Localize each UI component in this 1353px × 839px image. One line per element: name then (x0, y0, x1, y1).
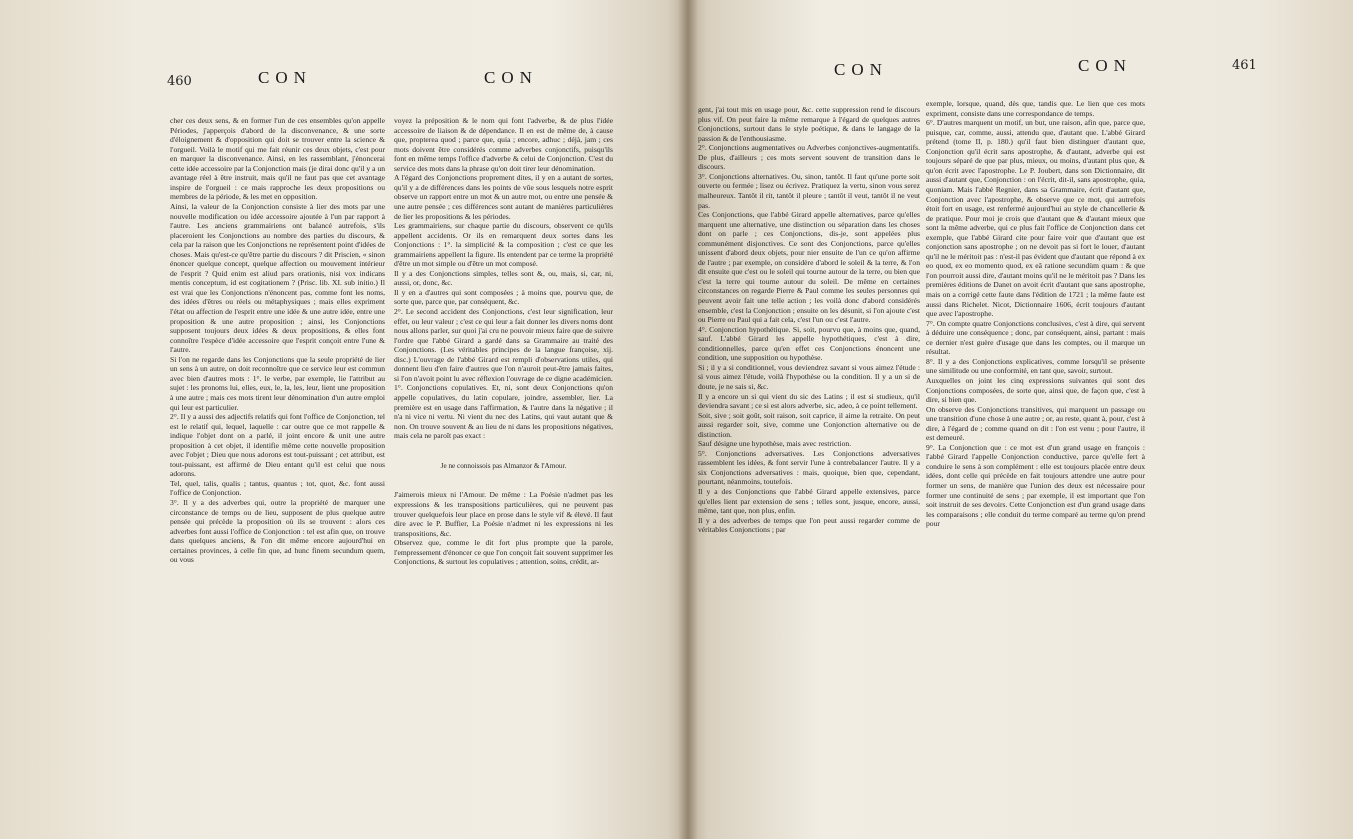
running-head-right-col2: CON (1078, 56, 1132, 75)
running-head-right-col1: CON (834, 60, 888, 79)
page-number-left: 460 (167, 74, 192, 89)
left-page-column-2 (394, 97, 613, 822)
right-page (688, 0, 1353, 839)
running-head-left-col1: CON (258, 68, 312, 87)
left-col2-text-after: J'aimerois mieux ni l'Amour. De même : La Poésie n'admet pas les expressions & les transpositions particulières, qui ne peuvent pas trouver quelquefois leur place en prose dans le style vif & élevé. Il faut dire avec le P. Buffier, La Poésie n'admet ni les expressions ni les transpositions, &c. Observez que, comme le dit fort plus prompte que la parole, l'empressement d'énoncer ce que l'on conçoit fait souvent supprimer les Conjonctions, & surtout les copulatives ; attention, soins, crédit, ar- (394, 490, 613, 567)
right-col2-text: exemple, lorsque, quand, dès que, tandis que. Le lien que ces mots expriment, consiste dans une correspondance de temps. 6°. D'autres marquent un motif, un but, une raison, afin que, parce que, puisque, car, comme, aussi, attendu que, d'autant que. L'abbé Girard prétend (tome II, p. 180.) qu'il faut bien distinguer d'autant que, Conjonction qu'il écrit sans apostrophe, & d'autant, adverbe qui est toujours séparé de que par plus, mieux, ou moins, d'autant plus que, & qu'on écrit avec l'apostrophe. Le P. Joubert, dans son Dictionnaire, dit aussi d'autant que, Conjonction : on l'écrit, dit-il, sans apostrophe, quia, quoniam. Mais l'abbé Regnier, dans sa Grammaire, écrit d'autant que, Conjonction avec l'apostrophe, & observe que ce mot, qui autrefois étoit fort en usage, est renfermé aujourd'hui au style de chancellerie & de pratique. Pour moi je crois que d'autant que & d'autant mieux que sont la même adverbe, qui ce plus fait l'office de Conjonction dans cet exemple, que l'abbé Girard cite pour faire voir que d'autant que est conjonction sans apostrophe ; on ne devoit pas si fort le louer, d'autant qu'il ne le méritoit pas : n'est-il pas évident que d'autant que répond à ex eo quod, ex eo momento quod, ex eâ ratione secundùm quam : & que l'on pourroit aussi dire, d'autant moins qu'il ne le méritoit pas ? Dans les premières éditions de Danet on avoit écrit d'autant que sans apostrophe, mais on a corrigé cette faute dans l'édition de 1721 ; la même faute est aussi dans Richelet. Nicot, Dictionnaire 1606, écrit toujours d'autant que avec l'apostrophe. 7°. On compte quatre Conjonctions conclusives, c'est à dire, qui servent à déduire une conséquence ; donc, par conséquent, ainsi, partant : mais ce dernier n'est guère d'usage que dans les comptes, ou il marque un résultat. 8°. Il y a des Conjonctions explicatives, comme lorsqu'il se présente une similitude ou une conformité, en tant que, savoir, surtout. Auxquelles on joint les cinq expressions suivantes qui sont des Conjonctions composées, de sorte que, ainsi que, de façon que, c'est à dire, si bien que. On observe des Conjonctions transitives, qui marquent un passage ou une transition d'une chose à une autre ; or, au reste, quant à, pour, c'est à dire, à l'égard de ; comme quand on dit : l'on est venu ; pour l'autre, il est demeuré. 9°. La Conjonction que : ce mot est d'un grand usage en françois : l'abbé Girard l'appelle Conjonction conductive, parce qu'elle fert à conduire le sens à son complément : elle est toujours placée entre deux idées, dont celle qui précède en fait toujours attendre une autre pour former un sens, de manière que l'union des deux est nécessaire pour former une continuité de sens ; par exemple, il est important que l'on soit instruit de ses devoirs. Cette Conjonction est d'un grand usage dans les comparaisons ; elle conduit du terme comparé au terme qu'on prend pour (926, 99, 1145, 529)
left-page-column-1 (170, 97, 385, 822)
running-head-left-col2: CON (484, 68, 538, 87)
right-col1-text: gent, j'ai tout mis en usage pour, &c. cette suppression rend le discours plus vif. On peut faire la même remarque à l'égard de quelques autres Conjonctions, surtout dans le style poétique, & dans le langage de la passion & de l'enthousiasme. 2°. Conjonctions augmentatives ou Adverbes conjonctives-augmentatifs. De plus, d'ailleurs ; ces mots servent souvent de transition dans le discours. 3°. Conjonctions alternatives. Ou, sinon, tantôt. Il faut qu'une porte soit ouverte ou fermée ; lisez ou écrivez. Pratiquez la vertu, sinon vous serez malheureux. Tantôt il rit, tantôt il pleure ; tantôt il veut, tantôt il ne veut pas. Ces Conjonctions, que l'abbé Girard appelle alternatives, parce qu'elles marquent une alternative, une distinction ou séparation dans les choses dont on parle ; ces Conjonctions, dis-je, sont appelées plus communément disjonctives. Ce sont des Conjonctions, parce qu'elles unissent d'abord deux objets, pour nier ensuite de l'un ce qu'on affirme de l'autre ; par exemple, on considère d'abord le soleil & la terre, & l'on dit ensuite que c'est ou le soleil qui tourne autour de la terre, ou bien que c'est la terre qui tourne autour du soleil. De même en certaines circonstances on regarde Pierre & Paul comme les seules personnes qui peuvent avoir fait une telle action ; les voilà donc d'abord considérés ensemble, c'est la Conjonction ; ensuite on les désunit, si l'on ajoute c'est ou Pierre ou Paul qui a fait cela, c'est l'un ou c'est l'autre. 4°. Conjonction hypothétique. Si, soit, pourvu que, à moins que, quand, sauf. L'abbé Girard les appelle hypothétiques, c'est à dire, conditionnelles, parce qu'en effet ces Conjonctions énoncent une condition, une supposition ou hypothèse. Si ; il y a si conditionnel, vous deviendrez savant si vous aimez l'étude : si vous aimez l'étude, voilà l'hypothèse ou la condition. Il y a un si de doute, je ne sais si, &c. Il y a encore un si qui vient du sic des Latins ; il est si studieux, qu'il deviendra savant ; ce si est alors adverbe, sic, adeo, à ce point tellement. Soit, sive ; soit goût, soit raison, soit caprice, il aime la retraite. On peut aussi regarder soit, sive, comme une Conjonction alternative ou de distinction. Sauf désigne une hypothèse, mais avec restriction. 5°. Conjonctions adversatives. Les Conjonctions adversatives rassemblent les idées, & font servir l'une à contrebalancer l'autre. Il y a six Conjonctions adversatives : mais, quoique, bien que, cependant, pourtant, néanmoins, toutefois. Il y a des Conjonctions que l'abbé Girard appelle extensives, parce qu'elles lient par extension de sens ; telles sont, jusque, encore, aussi, même, tant que, non plus, enfin. Il y a des adverbes de temps que l'on peut aussi regarder comme de véritables Conjonctions ; par (698, 105, 920, 535)
left-col1-text: cher ces deux sens, & en former l'un de ces ensembles qu'on appelle Périodes, j'apperçois d'abord de la disconvenance, & une sorte d'éloignement & d'opposition qui doit se trouver entre la science & l'orgueil. Voilà le motif qui me fait réunir ces deux objets, c'est pour en marquer la disconvenance. Ainsi, en les rassemblant, j'énoncerai cette idée accessoire par la Conjonction mais (je dirai donc qu'il y a un avantage réel à être instruit, mais qu'il ne faut pas que cet avantage inspire de l'orgueil : ce mais rapproche les deux propositions ou membres de la période, & les met en opposition. Ainsi, la valeur de la Conjonction consiste à lier des mots par une nouvelle modification ou idée accessoire ajoutée à l'un par rapport à l'autre. Les anciens grammairiens ont balancé autrefois, s'ils placeroient les Conjonctions au nombre des parties du discours, & cela par la raison que les Conjonctions ne représentent point d'idées de choses. Mais qu'est-ce qu'être partie du discours ? dit Priscien, « sinon énoncer quelque concept, quelque affection ou mouvement intérieur de l'esprit ? Quid enim est aliud pars orationis, nisi vox indicans mentis conceptum, id est cogitationem ? (Prisc. lib. XI. sub initio.) Il est vrai que les Conjonctions n'énoncent pas, comme font les noms, des idées d'êtres ou réels ou métaphysiques ; mais elles expriment l'état ou affection de l'esprit entre une idée & une autre idée, entre une proposition & une autre proposition ; ainsi, les Conjonctions supposent toujours deux idées & deux propositions, & elles font connoître l'espèce d'idée accessoire que l'esprit conçoit entre l'une & l'autre. Si l'on ne regarde dans les Conjonctions que la seule propriété de lier un sens à un autre, on doit reconnoître que ce service leur est commun avec bien d'autres mots : 1°. le verbe, par exemple, lie l'attribut au sujet : les pronoms lui, elles, eux, le, la, les, leur, lient une proposition à une autre ; mais ces mots tirent leur dénomination d'un autre emploi qui leur est particulier. 2°. Il y a aussi des adjectifs relatifs qui font l'office de Conjonction, tel est le relatif qui, lequel, laquelle : car outre que ce mot rappelle & indique l'objet dont on a parlé, il joint encore & unit une autre proposition à cet objet, il identifie même cette nouvelle proposition avec l'objet ; Dieu que nous adorons est tout-puissant ; cet attribut, est tout-puissant, est affirmé de Dieu entant qu'il est celui que nous adorons. Tel, quel, talis, qualis ; tantus, quantus ; tot, quot, &c. font aussi l'office de Conjonction. 3°. Il y a des adverbes qui, outre la propriété de marquer une circonstance de temps ou de lieu, supposent de plus quelque autre pensée qui précède la proposition où ils se trouvent : alors ces adverbes font aussi l'office de Conjonction : tel est afin que, on trouve dans quelques anciens, & l'on dit même encore aujourd'hui en certaines provinces, à celle fin que, ad hunc finem secundum quem, ou vous (170, 116, 385, 565)
page-number-right: 461 (1232, 58, 1257, 73)
left-col2-text: voyez la préposition & le nom qui font l'adverbe, & de plus l'idée accessoire de liaison & de dépendance. Il en est de même de, à cause que, propterea quod ; parce que, quia ; encore, adhuc ; déjà, jam ; ces mots doivent être considérés comme adverbes conjonctifs, puisqu'ils font en même temps l'office d'adverbe & celui de Conjonction. C'est du service des mots dans la phrase qu'on doit tirer leur dénomination. A l'égard des Conjonctions proprement dites, il y en a autant de sortes, qu'il y a de différences dans les points de vûe sous lesquels notre esprit observe un rapport entre un mot & un autre mot, ou entre une pensée & une autre pensée ; ces différences sont autant de manières particulières de lier les propositions & les périodes. Les grammairiens, sur chaque partie du discours, observent ce qu'ils appellent accidents. Or ils en remarquent deux sortes dans les Conjonctions : 1°. la simplicité & la composition ; c'est ce que les grammairiens appellent la figure. Ils entendent par ce terme la propriété d'être un mot simple ou d'être un mot composé. Il y a des Conjonctions simples, telles sont &, ou, mais, si, car, ni, aussi, or, donc, &c. Il y en a d'autres qui sont composées ; à moins que, pourvu que, de sorte que, parce que, par conséquent, &c. 2°. Le second accident des Conjonctions, c'est leur signification, leur effet, ou leur valeur ; c'est ce qui leur a fait donner les divers noms dont nous allons parler, sur quoi j'ai cru ne pouvoir mieux faire que de suivre l'ordre que l'abbé Girard a gardé dans sa Grammaire au traité des Conjonctions. (Les véritables principes de la langue françoise, xij. disc.) L'ouvrage de l'abbé Girard est rempli d'observations utiles, qui donnent lieu d'en faire d'autres que l'on n'auroit peut-être jamais faites, si l'on n'avoit point lu avec réflexion l'ouvrage de ce digne académicien. 1°. Conjonctions copulatives. Et, ni, sont deux Conjonctions qu'on appelle copulatives, du latin copulare, joindre, assembler, lier. La première est en usage dans l'affirmation, & l'autre dans la négative ; il n'a ni vice ni vertu. Ni vient du nec des Latins, qui vaut autant que & non. On trouve souvent & au lieu de ni dans les propositions négatives, mais cela ne paroît pas exact : (394, 116, 613, 441)
right-page-column-1 (698, 86, 920, 826)
book-gutter (678, 0, 698, 839)
right-page-column-2 (926, 80, 1145, 826)
left-col2-verse: Je ne connoissois pas Almanzor & l'Amour. (440, 461, 567, 470)
